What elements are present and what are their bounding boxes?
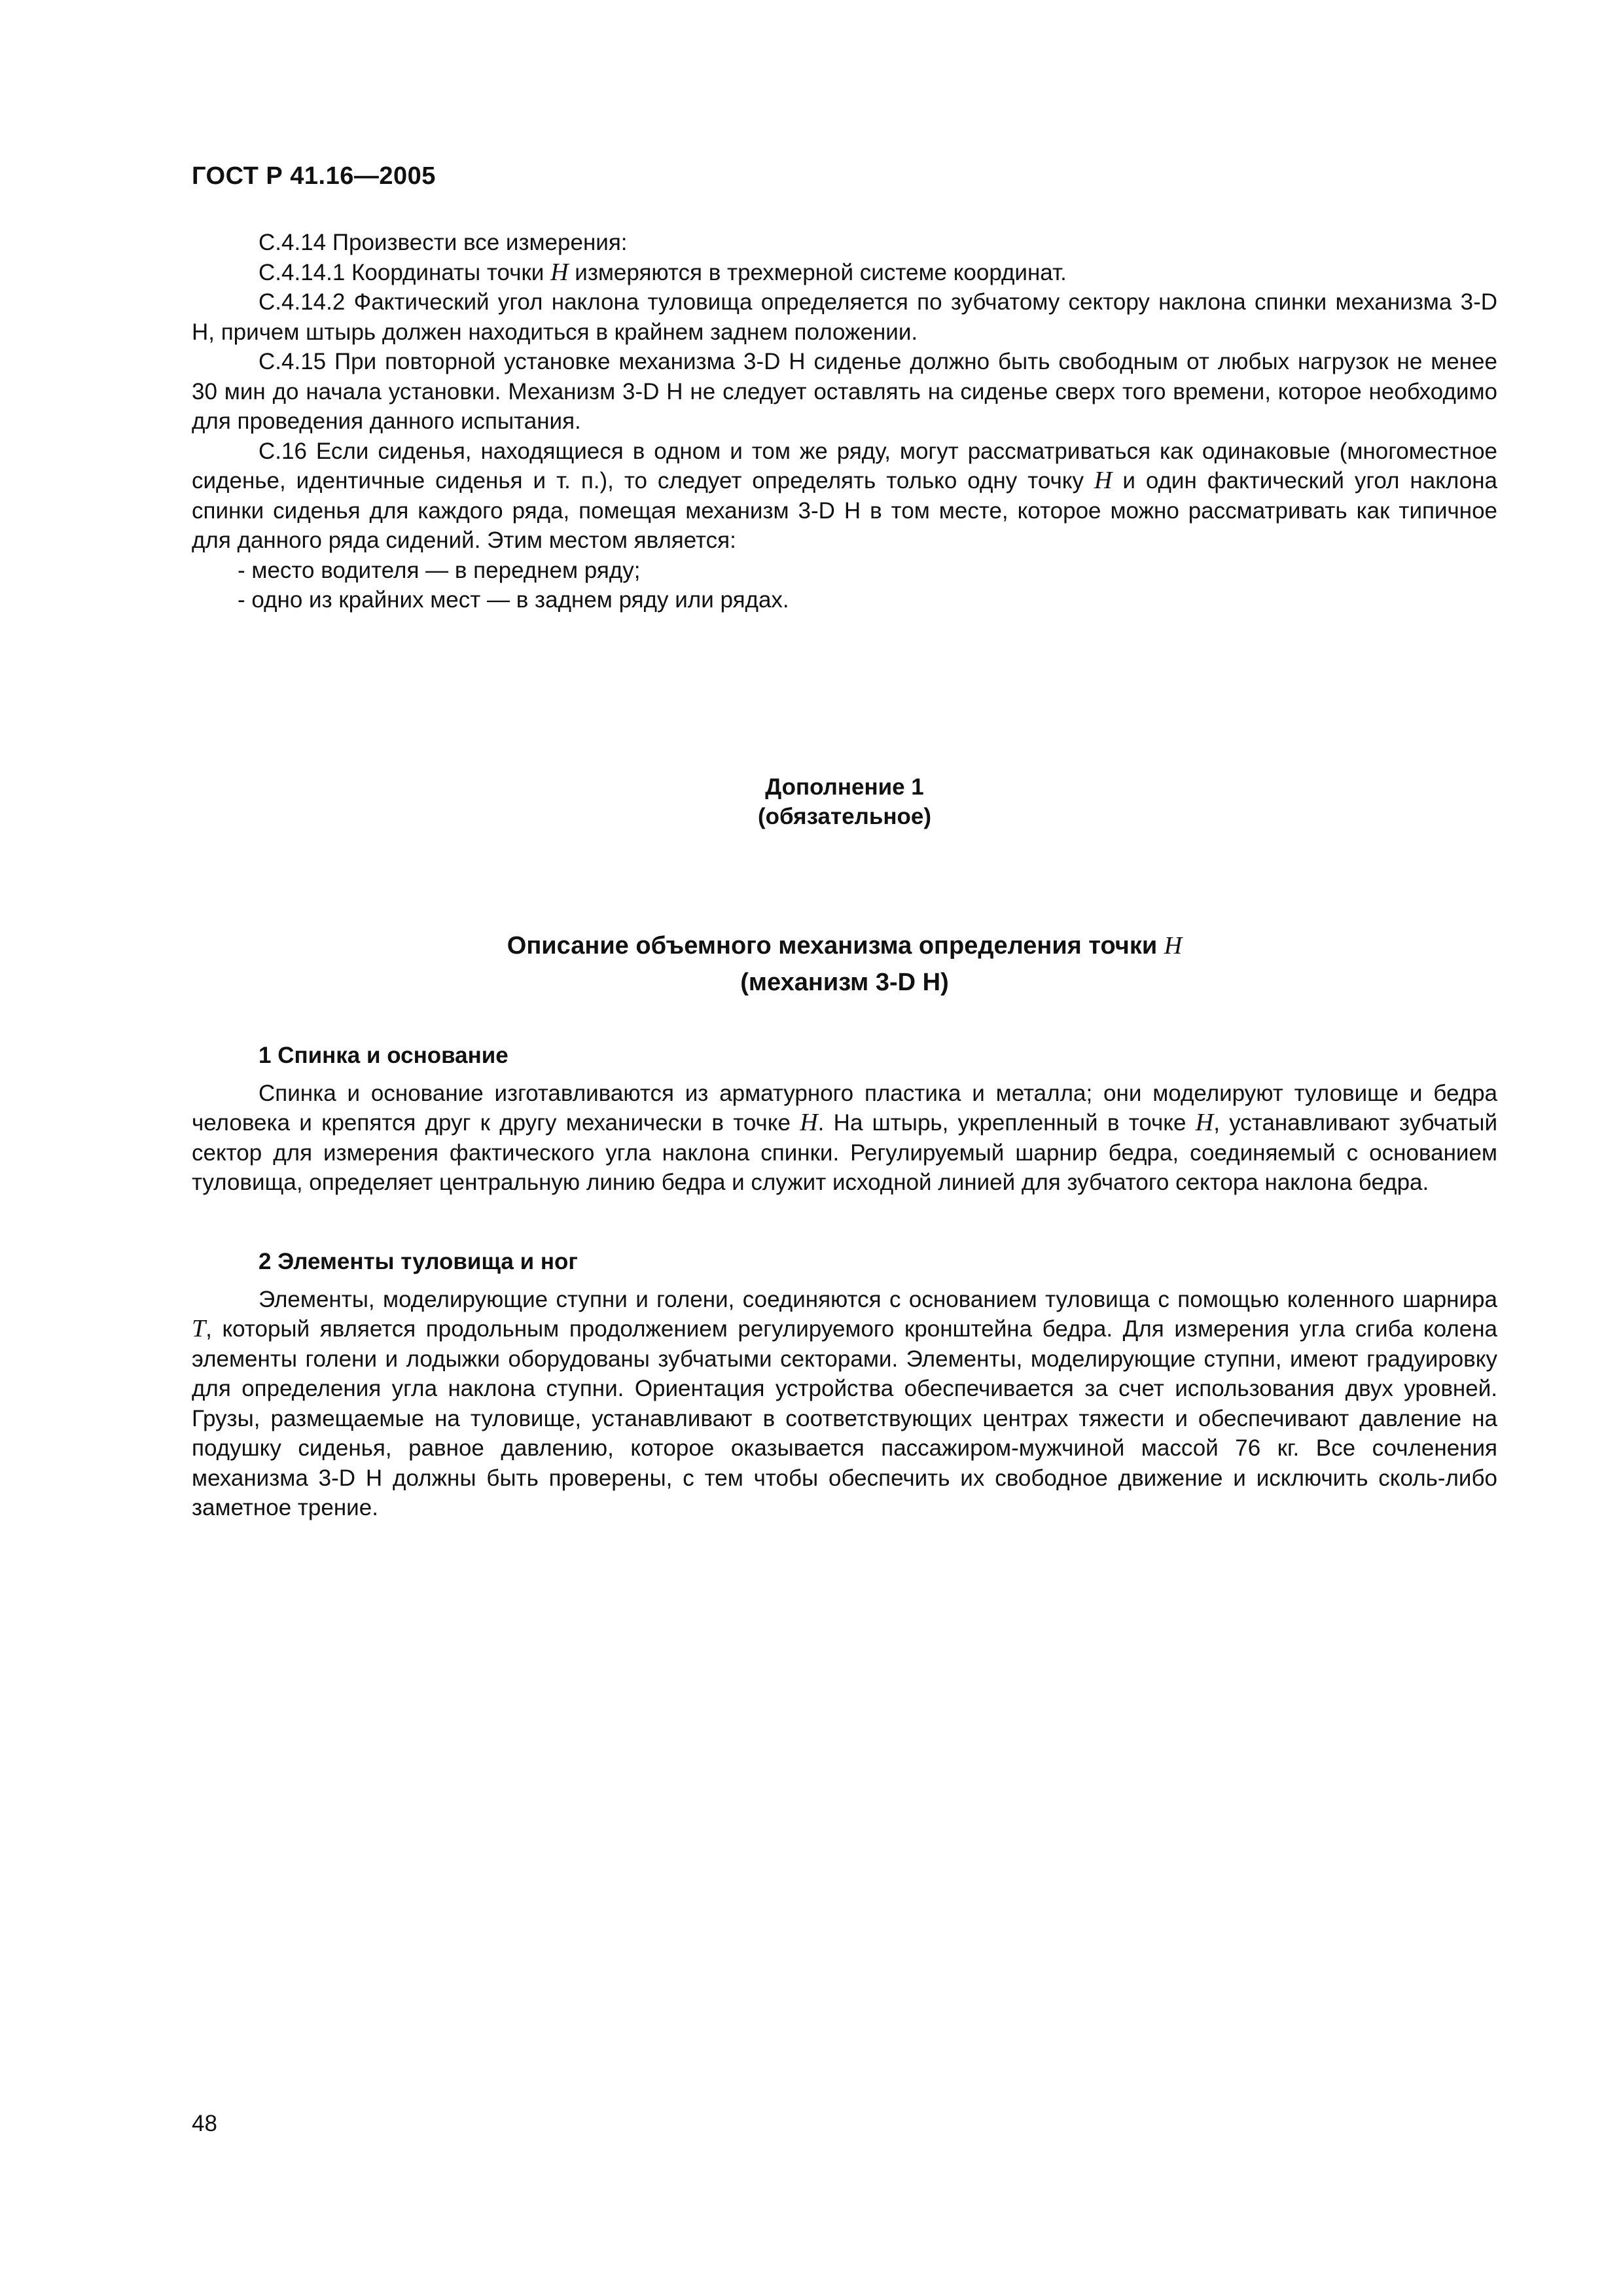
point-t-symbol: T: [192, 1315, 206, 1342]
section-2: [192, 1247, 1497, 1523]
clause-text: измеряются в трехмерной системе координат.: [568, 259, 1067, 285]
section-text: Спинка и основание изготавливаются из арматурного пластика и металла; они моделируют туловище и бедра человека и крепятся друг к другу механически в точке: [192, 1080, 1497, 1136]
section-1-text: [192, 1079, 1497, 1198]
appendix-label: Дополнение 1: [765, 774, 924, 800]
point-h-symbol: H: [1195, 1109, 1214, 1136]
title-line-1: [192, 927, 1497, 964]
list-item: - одно из крайних мест — в заднем ряду или рядах.: [238, 587, 789, 613]
section-heading: 2 Элементы туловища и ног: [259, 1249, 578, 1274]
section-2-text: [192, 1285, 1497, 1523]
clause-c-4-14-1: [192, 258, 1497, 288]
title-text: Описание объемного механизма определения точки: [507, 932, 1164, 960]
point-h-symbol: H: [1164, 932, 1183, 960]
title-line-2: (механизм 3-D H): [740, 969, 949, 996]
clause-text: и один фактический угол наклона спинки сиденья для каждого ряда, помещая механизм 3-D H в том месте, которое можно рассматривать как типичное для данного ряда сидений. Этим местом является:: [192, 468, 1497, 553]
point-h-symbol: H: [550, 258, 569, 286]
clause-c-4-14-2: С.4.14.2 Фактический угол наклона туловища определяется по зубчатому сектору наклона спинки механизма 3-D H, причем штырь должен находиться в крайнем заднем положении.: [192, 289, 1497, 345]
clause-c-16: [192, 437, 1497, 556]
section-heading: 1 Спинка и основание: [259, 1043, 508, 1068]
section-text: , устанавливают зубчатый сектор для измерения фактического угла наклона спинки. Регулируемый шарнир бедра, соединяемый с основанием туловища, определяет центральную линию бедра и служит исходной линией для зубчатого сектора наклона бедра.: [192, 1110, 1498, 1195]
measurement-clauses: [192, 228, 1497, 615]
clause-text: С.4.14.1 Координаты точки: [259, 259, 551, 285]
page-number: 48: [192, 2111, 217, 2136]
clause-c-4-14: С.4.14 Произвести все измерения:: [259, 230, 628, 255]
clause-c-4-15: С.4.15 При повторной установке механизма 3-D H сиденье должно быть свободным от любых нагрузок не менее 30 мин до начала установки. Механизм 3-D H не следует оставлять на сиденье сверх того времени, которое необходимо для проведения данного испытания.: [192, 349, 1497, 434]
point-h-symbol: H: [800, 1109, 818, 1136]
point-h-symbol: H: [1094, 467, 1113, 494]
appendix-status: (обязательное): [757, 804, 931, 829]
section-text: , который является продольным продолжением регулируемого кронштейна бедра. Для измерения угла сгиба колена элементы голени и лодыжки оборудованы зубчатыми секторами. Элементы, моделирующие ступни, имеют градуировку для определения угла наклона ступни. Ориентация устройства обеспечивается за счет использования двух уровней. Грузы, размещаемые на туловище, устанавливают в соответствующих центрах тяжести и обеспечивают давление на подушку сиденья, равное давлению, которое оказывается пассажиром-мужчиной массой 76 кг. Все сочленения механизма 3-D H должны быть проверены, с тем чтобы обеспечить их свободное движение и исключить сколь-либо заметное трение.: [192, 1316, 1497, 1520]
section-1: [192, 1041, 1497, 1198]
list-item: - место водителя — в переднем ряду;: [238, 557, 641, 583]
appendix-heading: [192, 772, 1497, 831]
standard-code-header: ГОСТ Р 41.16—2005: [192, 162, 436, 190]
section-text: Элементы, моделирующие ступни и голени, соединяются с основанием туловища с помощью коленного шарнира: [259, 1286, 1497, 1312]
clause-text: С.16 Если сиденья, находящиеся в одном и том же ряду, могут рассматриваться как одинаковые (многоместное сиденье, идентичные сиденья и т. п.), то следует определять только одну точку: [192, 438, 1497, 493]
appendix-title: [192, 927, 1497, 1001]
section-text: . На штырь, укрепленный в точке: [817, 1110, 1196, 1136]
